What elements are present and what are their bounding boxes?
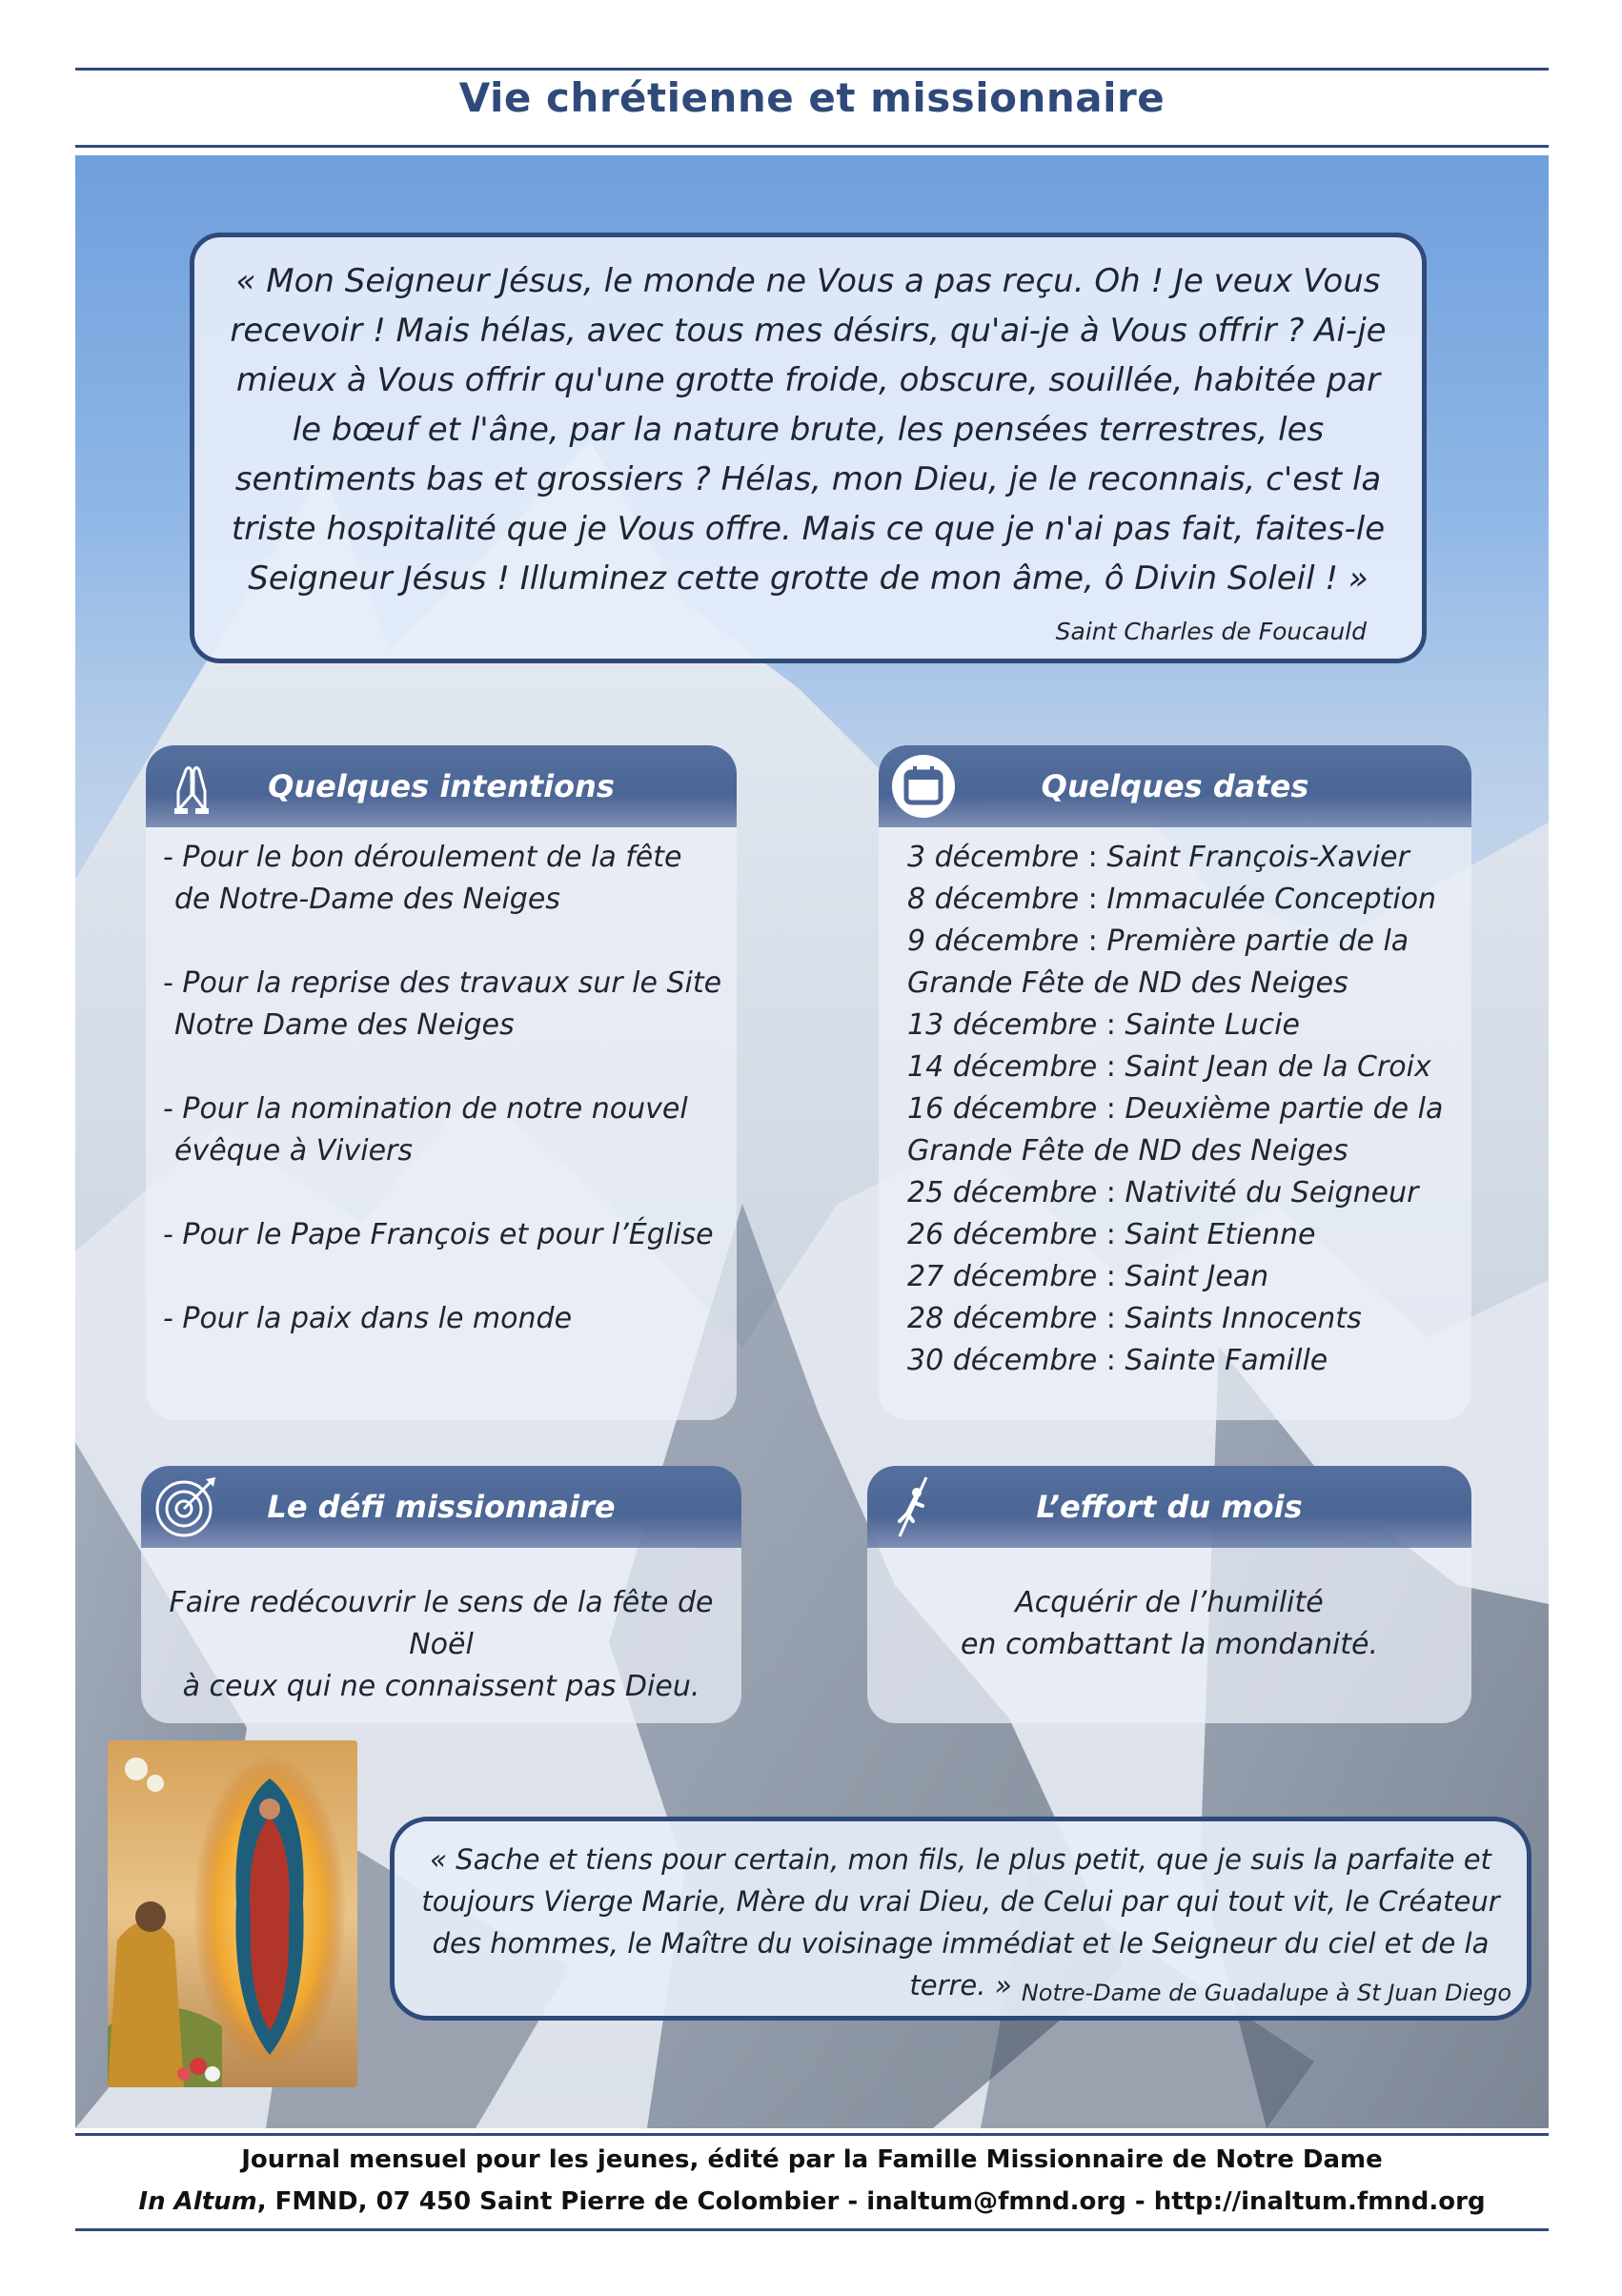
guadalupe-image: [108, 1740, 357, 2087]
defi-line: Faire redécouvrir le sens de la fête de Noël: [169, 1586, 714, 1661]
quote-foucauld: [190, 233, 1427, 663]
date-day: 25 décembre: [907, 1176, 1098, 1209]
date-day: 26 décembre: [907, 1218, 1098, 1251]
footer-top-rule: [75, 2133, 1549, 2136]
target-icon: [152, 1473, 219, 1540]
date-item: 30 décembre : Sainte Famille: [907, 1344, 1328, 1377]
date-day: 3 décembre: [907, 841, 1080, 874]
footer-line-1: Journal mensuel pour les jeunes, édité par la Famille Missionnaire de Notre Dame: [241, 2145, 1383, 2174]
date-item: 9 décembre : Première partie de la Grande Fête de ND des Neiges: [907, 924, 1409, 1000]
panel-title: Quelques intentions: [268, 768, 615, 804]
date-label: Saint François-Xavier: [1106, 841, 1409, 874]
date-item: 26 décembre : Saint Etienne: [907, 1218, 1316, 1251]
intentions-panel: [146, 745, 737, 1420]
date-day: 13 décembre: [907, 1008, 1098, 1042]
date-item: 13 décembre : Sainte Lucie: [907, 1008, 1300, 1042]
calendar-icon: [890, 753, 957, 820]
footer: [75, 2139, 1549, 2223]
date-label: Sainte Famille: [1125, 1344, 1328, 1377]
dates-list: [879, 827, 1471, 1382]
date-label: Première partie de la Grande Fête de ND des Neiges: [907, 924, 1409, 1000]
date-day: 28 décembre: [907, 1302, 1098, 1335]
panel-header: [867, 1466, 1471, 1548]
footer-contact: , FMND, 07 450 Saint Pierre de Colombier - inaltum@fmnd.org - http://inaltum.fmnd.org: [256, 2187, 1486, 2216]
panel-title: Quelques dates: [1041, 768, 1309, 804]
title-rule: [75, 145, 1549, 148]
panel-title: L’effort du mois: [1036, 1489, 1303, 1525]
quote-author: Notre-Dame de Guadalupe à St Juan Diego: [1021, 1980, 1511, 2006]
quote-author: Saint Charles de Foucauld: [1055, 618, 1367, 645]
page-title: Vie chrétienne et missionnaire: [458, 74, 1166, 121]
defi-panel: [141, 1466, 741, 1723]
date-day: 30 décembre: [907, 1344, 1098, 1377]
effort-panel: [867, 1466, 1471, 1723]
date-item: 25 décembre : Nativité du Seigneur: [907, 1176, 1419, 1209]
date-day: 8 décembre: [907, 883, 1080, 916]
date-day: 16 décembre: [907, 1092, 1098, 1126]
dates-panel: [879, 745, 1471, 1420]
date-item: 8 décembre : Immaculée Conception: [907, 883, 1437, 916]
intention-item: - Pour la nomination de notre nouvel évêque à Viviers: [163, 1092, 688, 1168]
date-label: Saint Jean: [1125, 1260, 1269, 1293]
intention-item: - Pour le Pape François et pour l’Église: [163, 1218, 714, 1251]
intention-item: - Pour le bon déroulement de la fête de Notre-Dame des Neiges: [163, 841, 682, 916]
panel-header: [141, 1466, 741, 1548]
date-label: Deuxième partie de la Grande Fête de ND des Neiges: [907, 1092, 1444, 1168]
date-label: Saints Innocents: [1125, 1302, 1362, 1335]
date-item: 3 décembre : Saint François-Xavier: [907, 841, 1409, 874]
panel-header: [879, 745, 1471, 827]
date-label: Immaculée Conception: [1106, 883, 1437, 916]
panel-header: [146, 745, 737, 827]
climber-icon: [879, 1473, 945, 1540]
date-day: 27 décembre: [907, 1260, 1098, 1293]
date-item: 16 décembre : Deuxième partie de la Grande Fête de ND des Neiges: [907, 1092, 1444, 1168]
intention-item: - Pour la paix dans le monde: [163, 1302, 573, 1335]
effort-line: en combattant la mondanité.: [960, 1628, 1379, 1661]
date-label: Nativité du Seigneur: [1125, 1176, 1419, 1209]
date-label: Saint Jean de la Croix: [1125, 1050, 1431, 1084]
quote-guadalupe: [390, 1817, 1531, 2021]
date-label: Saint Etienne: [1125, 1218, 1316, 1251]
defi-line: à ceux qui ne connaissent pas Dieu.: [182, 1670, 700, 1703]
quote-text: « Sache et tiens pour certain, mon fils, le plus petit, que je suis la parfaite et toujours Vierge Marie, Mère du vrai Dieu, de Celui par qui tout vit, le Créateur des hommes, le Maître du voisinage immédiat et le Seigneur du ciel et de la terre. »: [421, 1843, 1500, 2001]
date-day: 14 décembre: [907, 1050, 1098, 1084]
effort-text: [867, 1548, 1471, 1666]
top-rule: [75, 68, 1549, 71]
date-item: 28 décembre : Saints Innocents: [907, 1302, 1362, 1335]
footer-line-2: [75, 2181, 1549, 2223]
date-day: 9 décembre: [907, 924, 1080, 958]
panel-title: Le défi missionnaire: [267, 1489, 616, 1525]
date-item: 14 décembre : Saint Jean de la Croix: [907, 1050, 1431, 1084]
effort-line: Acquérir de l’humilité: [1015, 1586, 1324, 1619]
quote-text: « Mon Seigneur Jésus, le monde ne Vous a pas reçu. Oh ! Je veux Vous recevoir ! Mais hélas, avec tous mes désirs, qu'ai-je à Vous offrir ? Ai-je mieux à Vous offrir qu'une grotte froide, obscure, souillée, habitée par le bœuf et l'âne, par la nature brute, les pensées terrestres, les sentiments bas et grossiers ? Hélas, mon Dieu, je le reconnais, c'est la triste hospitalité que je Vous offre. Mais ce que je n'ai pas fait, faites-le Seigneur Jésus ! Illuminez cette grotte de mon âme, ô Divin Soleil ! »: [230, 262, 1387, 598]
praying-hands-icon: [157, 753, 224, 820]
intention-item: - Pour la reprise des travaux sur le Site Notre Dame des Neiges: [163, 966, 722, 1042]
date-item: 27 décembre : Saint Jean: [907, 1260, 1269, 1293]
date-label: Sainte Lucie: [1125, 1008, 1300, 1042]
journal-name: In Altum: [138, 2187, 257, 2216]
footer-bottom-rule: [75, 2228, 1549, 2231]
defi-text: [141, 1548, 741, 1708]
intentions-list: [146, 827, 737, 1340]
